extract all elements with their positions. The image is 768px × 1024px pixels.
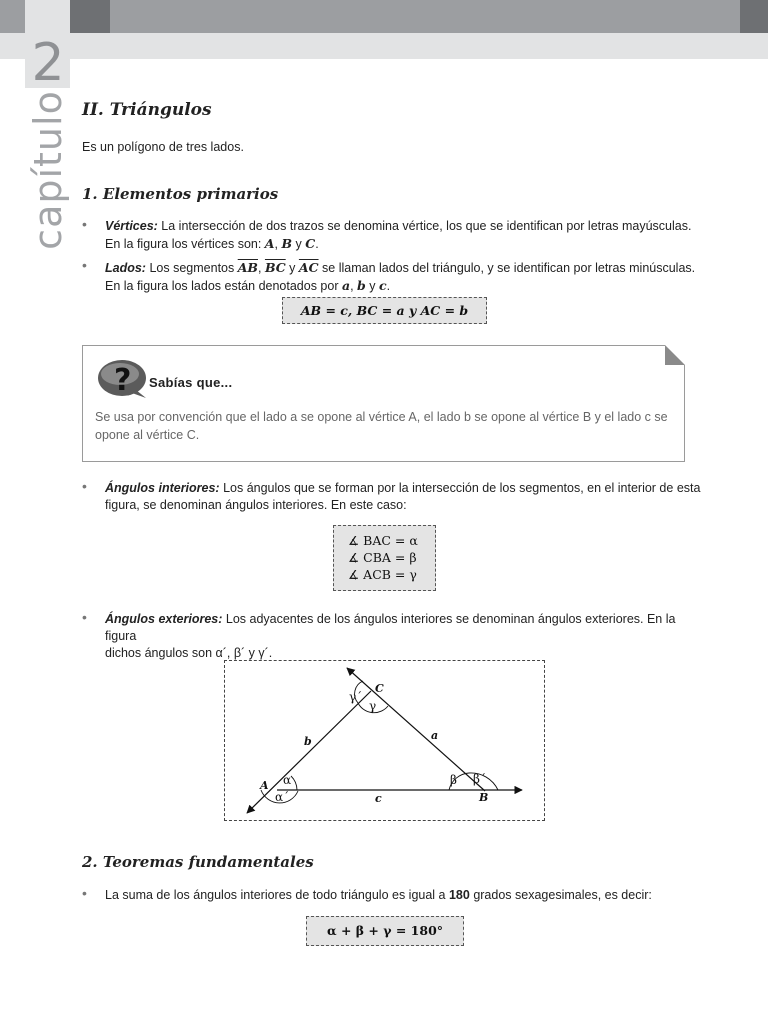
section-title: II. Triángulos — [82, 100, 212, 120]
angle-row: ∡ CBA = β — [348, 550, 417, 565]
header-subbar — [0, 33, 768, 59]
callout-title: Sabías que... — [149, 375, 233, 390]
side-a-line — [347, 668, 485, 791]
header-block-left — [70, 0, 110, 33]
exterior-angles-paragraph — [105, 611, 705, 662]
vertex-a-label: A — [264, 236, 275, 251]
gamma-label: γ — [369, 699, 377, 713]
interior-angles-term: Ángulos interiores: — [105, 481, 220, 495]
chapter-number: 2 — [31, 33, 65, 93]
theorem-value: 180 — [448, 888, 470, 902]
theorem-text-pre: La suma de los ángulos interiores de todo triángulo es igual a — [105, 888, 449, 902]
theorem-text-post: grados sexagesimales, es decir: — [469, 888, 652, 902]
interior-angles-paragraph — [105, 480, 705, 514]
exterior-angles-term: Ángulos exteriores: — [105, 612, 223, 626]
sides-formula: AB = c, BC = a y AC = b — [282, 297, 487, 324]
chapter-label: capítulo — [26, 90, 70, 250]
beta-ext-label: β´ — [473, 772, 486, 786]
vertex-b-label: B — [479, 791, 489, 804]
side-b-line — [247, 691, 371, 813]
side-a-label: a — [341, 278, 351, 293]
conjunction: y — [292, 237, 306, 251]
side-c-label: c — [375, 792, 382, 805]
bullet: • — [82, 609, 87, 625]
did-you-know-box — [82, 345, 685, 462]
sides-paragraph — [105, 259, 705, 295]
callout-text: Se usa por convención que el lado a se opone al vértice A, el lado b se opone al vértice B y el lado c se opone al vértice C. — [95, 410, 668, 442]
subsection-title-2: 2. Teoremas fundamentales — [82, 853, 314, 871]
sum-formula: α + β + γ = 180° — [306, 916, 464, 946]
sides-pre: Los segmentos — [149, 261, 238, 275]
triangle-diagram — [225, 661, 544, 820]
intro-text: Es un polígono de tres lados. — [82, 140, 244, 154]
alpha-label: α — [283, 773, 292, 787]
vertices-text-2: En la figura los vértices son: — [105, 237, 265, 251]
conjunction: y — [365, 279, 379, 293]
sides-text-1: se llaman lados del triángulo, y se identifican por letras minúsculas. — [318, 261, 696, 275]
angle-row: ∡ BAC = α — [348, 533, 418, 548]
vertex-a-label: A — [260, 779, 269, 792]
exterior-angles-text-2: dichos ángulos son α´, β´ y γ´. — [105, 646, 273, 660]
interior-angles-text-1: Los ángulos que se forman por la intersección de los segmentos, en el interior de esta — [223, 481, 701, 495]
bullet: • — [82, 478, 87, 494]
interior-angles-box — [333, 525, 436, 591]
header-block-right — [740, 0, 768, 33]
theorem-paragraph — [105, 887, 705, 904]
header-bar — [0, 0, 768, 33]
side-b-label: b — [357, 278, 366, 293]
interior-angles-text-2: figura, se denominan ángulos interiores. En este caso: — [105, 498, 407, 512]
sides-term: Lados: — [105, 261, 146, 275]
side-b-label: b — [304, 735, 312, 748]
segment-ac: $\overline{AC}$ — [298, 260, 319, 275]
vertices-term: Vértices: — [105, 219, 158, 233]
subsection-title-1: 1. Elementos primarios — [82, 185, 279, 203]
bullet: • — [82, 216, 87, 232]
vertex-b-label: B — [281, 236, 293, 251]
alpha-ext-label: α´ — [275, 790, 290, 804]
separator: , — [257, 261, 265, 275]
angle-row: ∡ ACB = γ — [348, 567, 417, 582]
side-a-label: a — [431, 729, 439, 742]
bullet: • — [82, 257, 87, 273]
sides-text-2: En la figura los lados están denotados por — [105, 279, 342, 293]
triangle-figure — [224, 660, 545, 821]
alpha-arc — [291, 776, 297, 790]
period: . — [386, 279, 391, 293]
segment-bc: $\overline{BC}$ — [264, 260, 286, 275]
separator: , — [274, 237, 282, 251]
vertices-text-1: La intersección de dos trazos se denomina vértice, los que se identifican por letras mayúsculas. — [161, 219, 692, 233]
question-bubble-icon — [96, 356, 152, 400]
bullet: • — [82, 885, 87, 901]
conjunction: y — [285, 261, 299, 275]
gamma-ext-label: γ´ — [349, 690, 363, 704]
vertex-c-label: C — [375, 682, 384, 695]
side-c-label: c — [378, 278, 387, 293]
page-fold — [665, 345, 685, 365]
vertices-paragraph — [105, 218, 705, 253]
segment-ab: $\overline{AB}$ — [237, 260, 258, 275]
vertex-c-label: C — [305, 236, 316, 251]
beta-label: β — [450, 773, 457, 787]
exterior-angles-text-1: Los adyacentes de los ángulos interiores se denominan ángulos exteriores. En la figura — [105, 612, 676, 643]
svg-text:?: ? — [114, 363, 132, 398]
period: . — [315, 237, 319, 251]
separator: , — [350, 279, 358, 293]
